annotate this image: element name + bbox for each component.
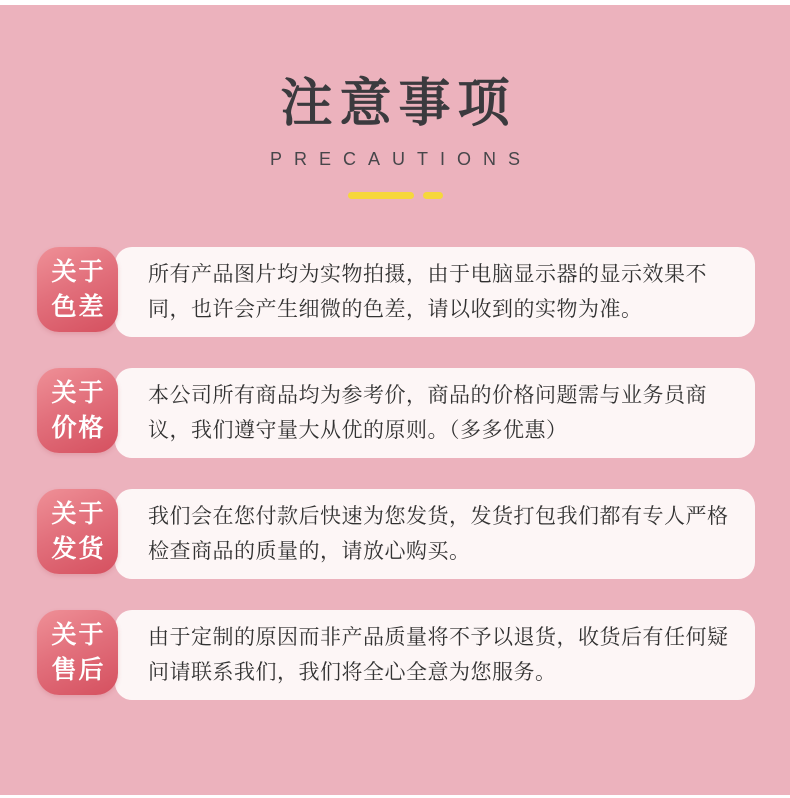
badge-label-line1: 关于	[51, 378, 106, 407]
precaution-text: 我们会在您付款后快速为您发货，发货打包我们都有专人严格检查商品的质量的，请放心购买。	[148, 505, 729, 564]
badge-label-line2: 色差	[51, 292, 106, 321]
panel-after-sales	[115, 610, 755, 700]
page-subtitle: PRECAUTIONS	[269, 149, 533, 170]
badge-label-line1: 关于	[51, 620, 106, 649]
precaution-row-after-sales	[37, 610, 755, 700]
badge-color-difference	[37, 247, 118, 332]
page-title: 注意事项	[280, 75, 517, 133]
badge-label-line1: 关于	[51, 499, 106, 528]
underline-dash-short	[423, 192, 443, 199]
precaution-row-shipping	[37, 489, 755, 579]
precaution-list	[0, 247, 790, 700]
panel-color-difference	[115, 247, 755, 337]
page-header	[0, 0, 790, 199]
badge-shipping	[37, 489, 118, 574]
top-edge-strip	[0, 0, 790, 5]
badge-after-sales	[37, 610, 118, 695]
badge-label-line2: 价格	[51, 413, 106, 442]
precaution-text: 本公司所有商品均为参考价，商品的价格问题需与业务员商议，我们遵守量大从优的原则。（多多优惠）	[148, 384, 707, 443]
badge-price	[37, 368, 118, 453]
badge-label-line2: 发货	[51, 534, 106, 563]
precaution-row-price	[37, 368, 755, 458]
badge-label-line1: 关于	[51, 257, 106, 286]
badge-label-line2: 售后	[51, 655, 106, 684]
title-underline-marks	[0, 192, 790, 199]
panel-shipping	[115, 489, 755, 579]
precaution-text: 所有产品图片均为实物拍摄，由于电脑显示器的显示效果不同，也许会产生细微的色差，请以收到的实物为准。	[148, 263, 707, 322]
precaution-text: 由于定制的原因而非产品质量将不予以退货，收货后有任何疑问请联系我们，我们将全心全意为您服务。	[148, 626, 729, 685]
precaution-row-color-difference	[37, 247, 755, 337]
underline-dash-long	[348, 192, 414, 199]
panel-price	[115, 368, 755, 458]
